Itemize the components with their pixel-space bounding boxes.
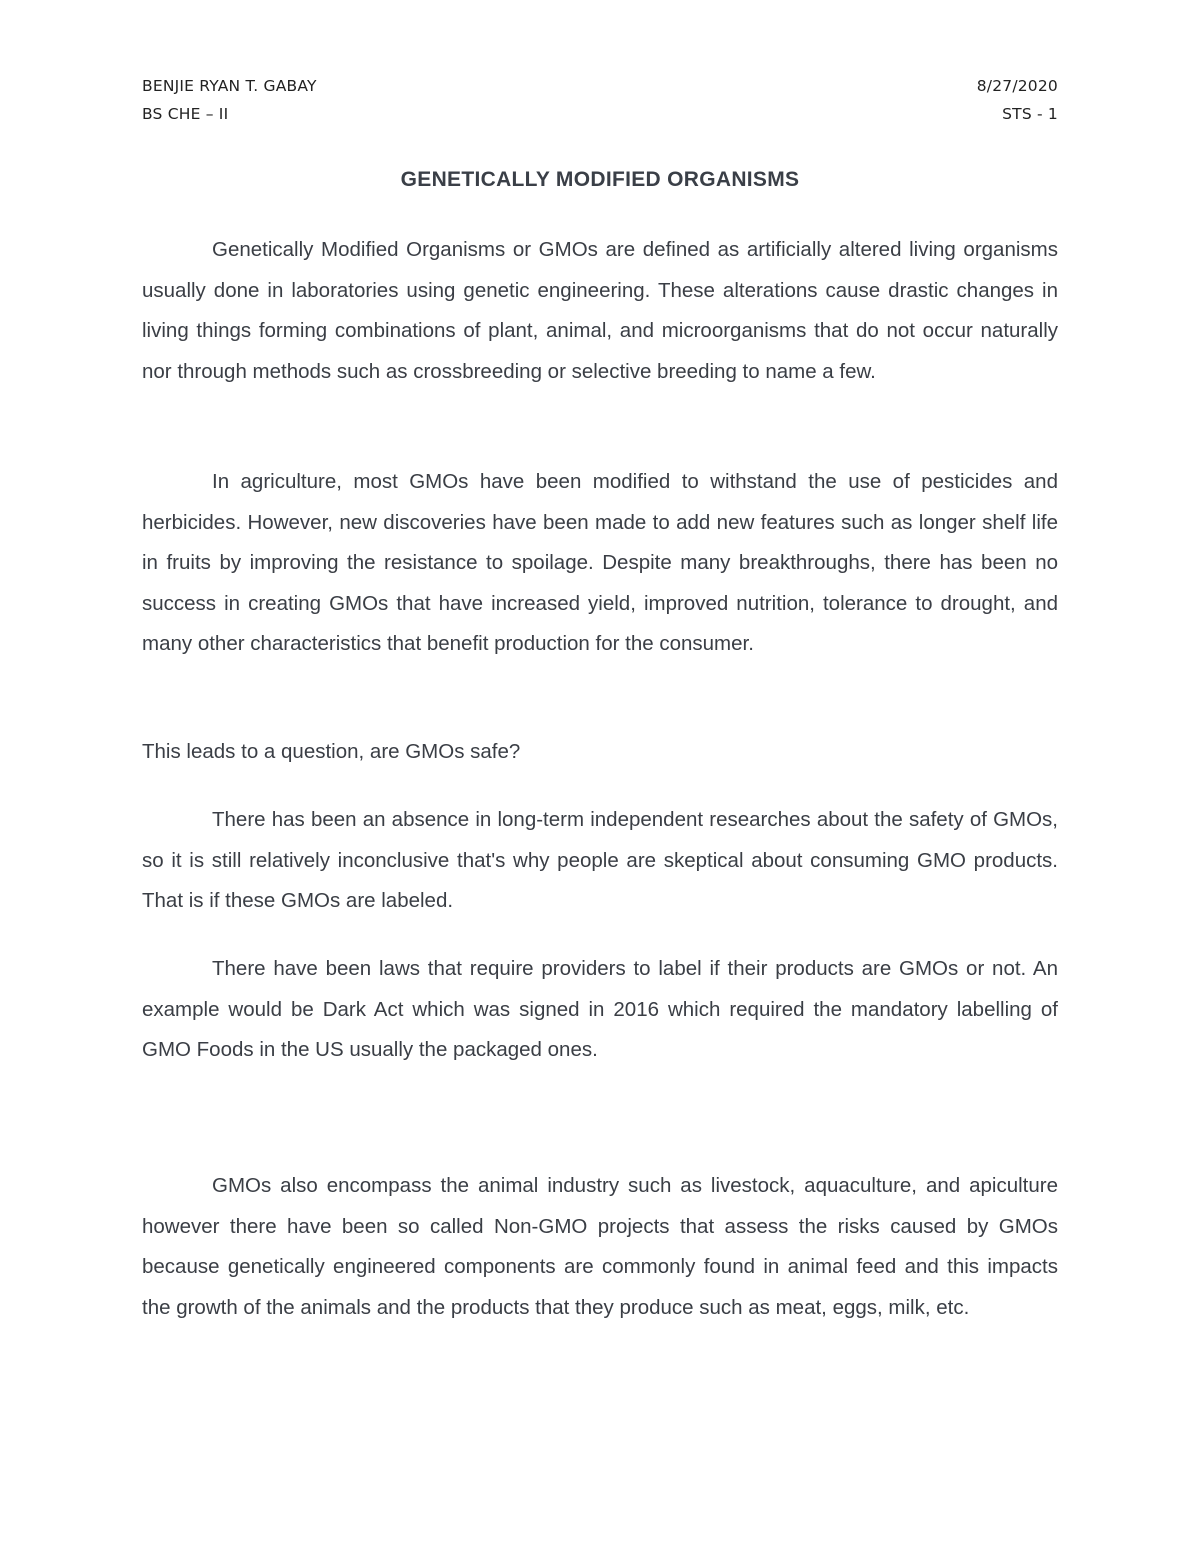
paragraph-agriculture: In agriculture, most GMOs have been modified to withstand the use of pesticides and herbicides. However, new discoveries have been made to add new features such as longer shelf life in fruits by improving the resistance to spoilage. Despite many breakthroughs, there has been no success in creating GMOs that have increased yield, improved nutrition, tolerance to drought, and many other characteristics that benefit production for the consumer. — [142, 470, 1058, 656]
paragraph-labeling-laws: There have been laws that require providers to label if their products are GMOs or not. An example would be Dark Act which was signed in 2016 which required the mandatory labelling of GMO Foods in the US usually the packaged ones. — [142, 957, 1058, 1062]
paragraph-definition: Genetically Modified Organisms or GMOs are defined as artificially altered living organisms usually done in laboratories using genetic engineering. These alterations cause drastic changes in living things forming combinations of plant, animal, and microorganisms that do not occur naturally nor through methods such as crossbreeding or selective breeding to name a few. — [142, 238, 1058, 383]
paragraph-safety: There has been an absence in long-term independent researches about the safety of GMOs, so it is still relatively inconclusive that's why people are skeptical about consuming GMO products. That is if these GMOs are labeled. — [142, 808, 1058, 913]
document-date: 8/27/2020 — [976, 77, 1058, 95]
subject-label: STS - 1 — [1002, 105, 1058, 123]
document-header — [142, 72, 1058, 128]
document-title: GENETICALLY MODIFIED ORGANISMS — [400, 168, 800, 191]
paragraph-question: This leads to a question, are GMOs safe? — [142, 740, 521, 763]
author-name: BENJIE RYAN T. GABAY — [142, 77, 317, 95]
header-row-top — [142, 72, 1058, 100]
course-label: BS CHE – II — [142, 105, 229, 123]
paragraph-animal-industry: GMOs also encompass the animal industry such as livestock, aquaculture, and apiculture however there have been so called Non-GMO projects that assess the risks caused by GMOs because genetically engineered components are commonly found in animal feed and this impacts the growth of the animals and the products that they produce such as meat, eggs, milk, etc. — [142, 1174, 1058, 1319]
header-row-bottom — [142, 100, 1058, 128]
